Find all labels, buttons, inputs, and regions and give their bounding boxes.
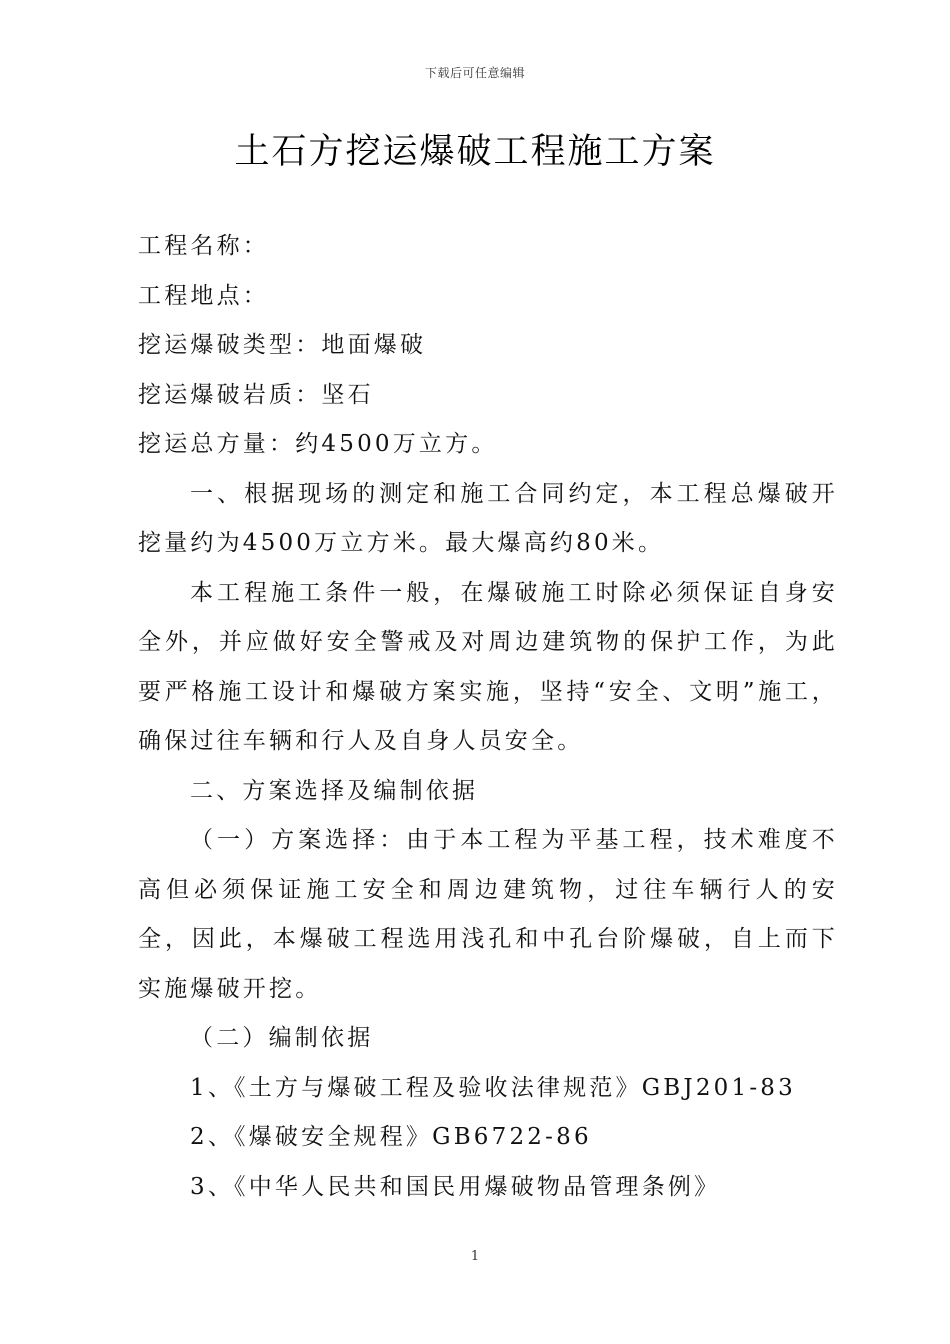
rock-type-line: 挖运爆破岩质：坚石 [138,381,374,408]
project-location-line: 工程地点： [138,282,269,309]
paragraph-plan-selection: （一）方案选择：由于本工程为平基工程，技术难度不高但必须保证施工安全和周边建筑物，过往车辆行人的安全，因此，本爆破工程选用浅孔和中孔台阶爆破，自上而下实施爆破开挖。 [138,827,838,1002]
total-volume-line: 挖运总方量：约4500万立方。 [138,431,498,457]
reference-item: 1、《土方与爆破工程及验收法律规范》GBJ201-83 [190,1074,796,1101]
header-note: 下载后可任意编辑 [424,66,525,80]
reference-item: 2、《爆破安全规程》GB6722-86 [190,1124,592,1150]
subsection-heading-basis: （二）编制依据 [190,1025,374,1051]
page-number: 1 [470,1249,480,1264]
paragraph-volume: 一、根据现场的测定和施工合同约定，本工程总爆破开挖量约为4500万立方米。最大爆高约80米。 [138,480,838,556]
blast-type-line: 挖运爆破类型：地面爆破 [138,332,427,358]
section-heading-plan: 二、方案选择及编制依据 [190,777,479,804]
document-body [138,222,838,1212]
document-title: 土石方挖运爆破工程施工方案 [234,132,716,172]
reference-item: 3、《中华人民共和国民用爆破物品管理条例》 [190,1173,721,1200]
project-name-line: 工程名称： [138,233,269,259]
paragraph-conditions: 本工程施工条件一般，在爆破施工时除必须保证自身安全外，并应做好安全警戒及对周边建筑物的保护工作，为此要严格施工设计和爆破方案实施，坚持“安全、文明”施工，确保过往车辆和行人及自身人员安全。 [138,579,838,754]
